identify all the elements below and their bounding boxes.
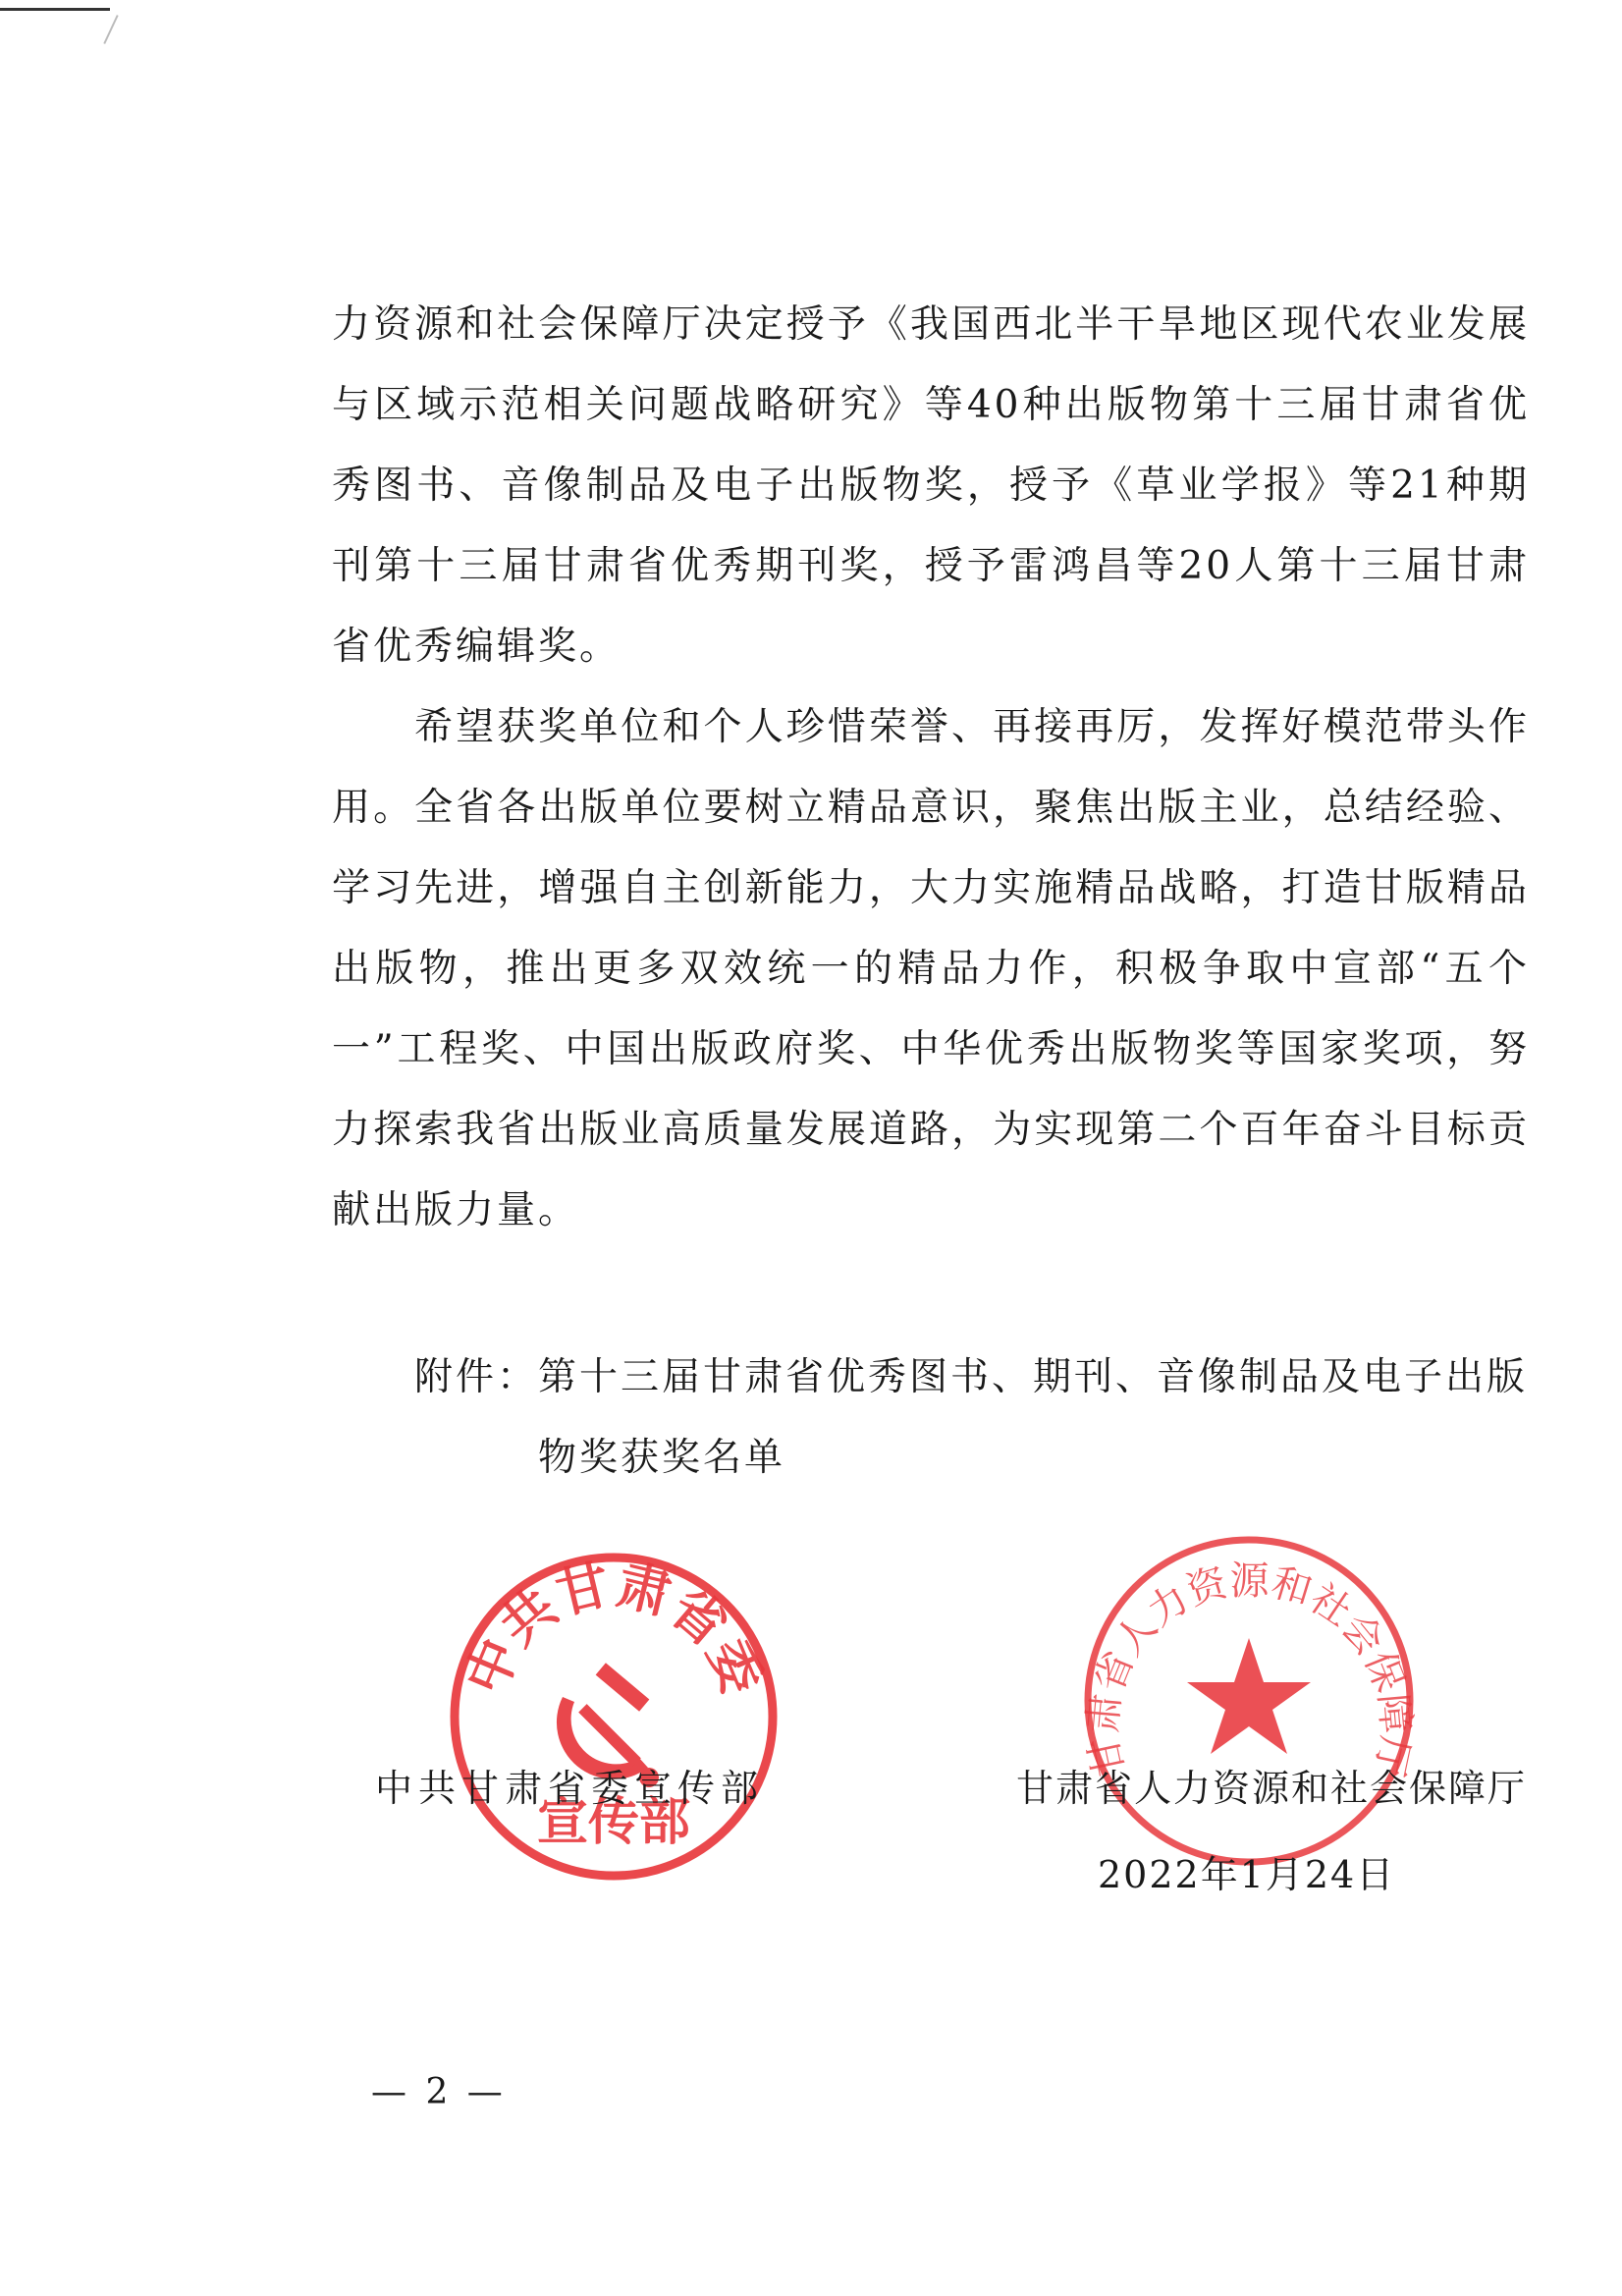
attachment-title: 第十三届甘肃省优秀图书、期刊、音像制品及电子出版物奖获奖名单 bbox=[538, 1355, 1529, 1480]
attachment-label: 附件： bbox=[414, 1355, 539, 1399]
svg-text:宣传部: 宣传部 bbox=[536, 1793, 691, 1852]
hr-department-seal bbox=[1080, 1532, 1419, 1871]
page-number: — 2 — bbox=[371, 2072, 507, 2112]
svg-text:甘肃省人力资源和社会保障厅: 甘肃省人力资源和社会保障厅 bbox=[1080, 1558, 1419, 1780]
scan-edge-tick bbox=[103, 15, 118, 44]
scan-edge-mark bbox=[0, 8, 110, 11]
body-paragraph-2: 希望获奖单位和个人珍惜荣誉、再接再厉，发挥好模范带头作用。全省各出版单位要树立精品意识，聚焦出版主业，总结经验、学习先进，增强自主创新能力，大力实施精品战略，打造甘版精品出版物，推出更多双效统一的精品力作，积极争取中宣部“五个一”工程奖、中国出版政府奖、中华优秀出版物奖等国家奖项，努力探索我省出版业高质量发展道路，为实现第二个百年奋斗目标贡献出版力量。 bbox=[332, 705, 1530, 1232]
star-icon bbox=[1187, 1638, 1311, 1754]
party-propaganda-seal bbox=[447, 1550, 781, 1884]
signature-date: 2022年1月24日 bbox=[1098, 1853, 1396, 1896]
signature-left: 中共甘肃省委宣传部 bbox=[375, 1767, 765, 1810]
document-body bbox=[332, 285, 1530, 1251]
body-paragraph-1: 力资源和社会保障厅决定授予《我国西北半干旱地区现代农业发展与区域示范相关问题战略研究》等40种出版物第十三届甘肃省优秀图书、音像制品及电子出版物奖，授予《草业学报》等21种期刊第十三届甘肃省优秀期刊奖，授予雷鸿昌等20人第十三届甘肃省优秀编辑奖。 bbox=[332, 302, 1530, 669]
attachment-note bbox=[414, 1338, 1534, 1499]
signature-right: 甘肃省人力资源和社会保障厅 bbox=[1016, 1767, 1528, 1810]
svg-text:中共甘肃省委: 中共甘肃省委 bbox=[454, 1553, 774, 1704]
